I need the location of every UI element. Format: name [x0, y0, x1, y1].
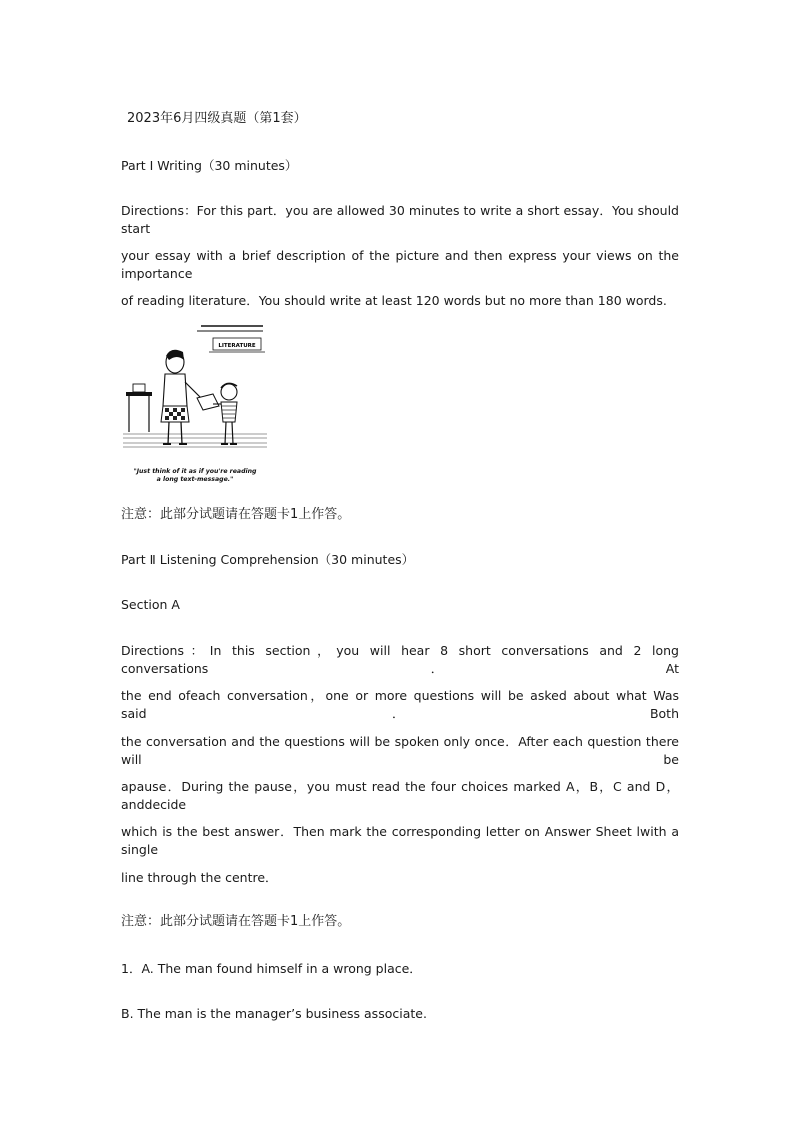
cartoon-drawing: [121, 322, 269, 464]
part2-directions-line-2: the end ofeach conversation，one or more questions will be asked about what Was said．Both: [121, 688, 679, 721]
part2-directions-line-6: line through the centre．: [121, 870, 278, 885]
section-a-heading: Section A: [121, 597, 180, 612]
document-title: 2023年6月四级真题（第1套）: [127, 111, 307, 126]
part2-heading: Part Ⅱ Listening Comprehension（30 minutes）: [121, 552, 415, 567]
part1-directions-line-3: of reading literature．You should write at least 120 words but no more than 180 words.: [121, 293, 667, 308]
question-1-option-b: B. The man is the manager’s business associate.: [121, 1006, 427, 1021]
book-illustration: [197, 394, 219, 410]
literature-sign-label: LITERATURE: [218, 343, 256, 349]
part2-directions-line-4: apause．During the pause，you must read the four choices marked A，B，C and D，anddecide: [121, 779, 679, 812]
question-1-option-a: 1．A. The man found himself in a wrong place．: [121, 961, 422, 976]
part1-heading: Part Ⅰ Writing（30 minutes）: [121, 158, 298, 173]
part2-directions-line-3: the conversation and the questions will be spoken only once．After each question there will be: [121, 734, 679, 767]
part2-note: 注意：此部分试题请在答题卡1上作答。: [121, 914, 351, 929]
cartoon-caption-line-2: a long text-message.": [156, 476, 234, 483]
literature-cartoon: [121, 322, 269, 490]
cartoon-caption-line-1: "Just think of it as if you're reading: [133, 468, 257, 475]
part1-note: 注意：此部分试题请在答题卡1上作答。: [121, 507, 351, 522]
part2-directions-line-1: Directions：In this section，you will hear 8 short conversations and 2 long conversations．At: [121, 643, 679, 676]
part1-directions-line-2: your essay with a brief description of the picture and then express your views on the importance: [121, 248, 679, 281]
part1-directions-line-1: Directions：For this part．you are allowed 30 minutes to write a short essay．You should start: [121, 203, 679, 236]
part2-directions-line-5: which is the best answer．Then mark the corresponding letter on Answer Sheet lwith a single: [121, 824, 679, 857]
